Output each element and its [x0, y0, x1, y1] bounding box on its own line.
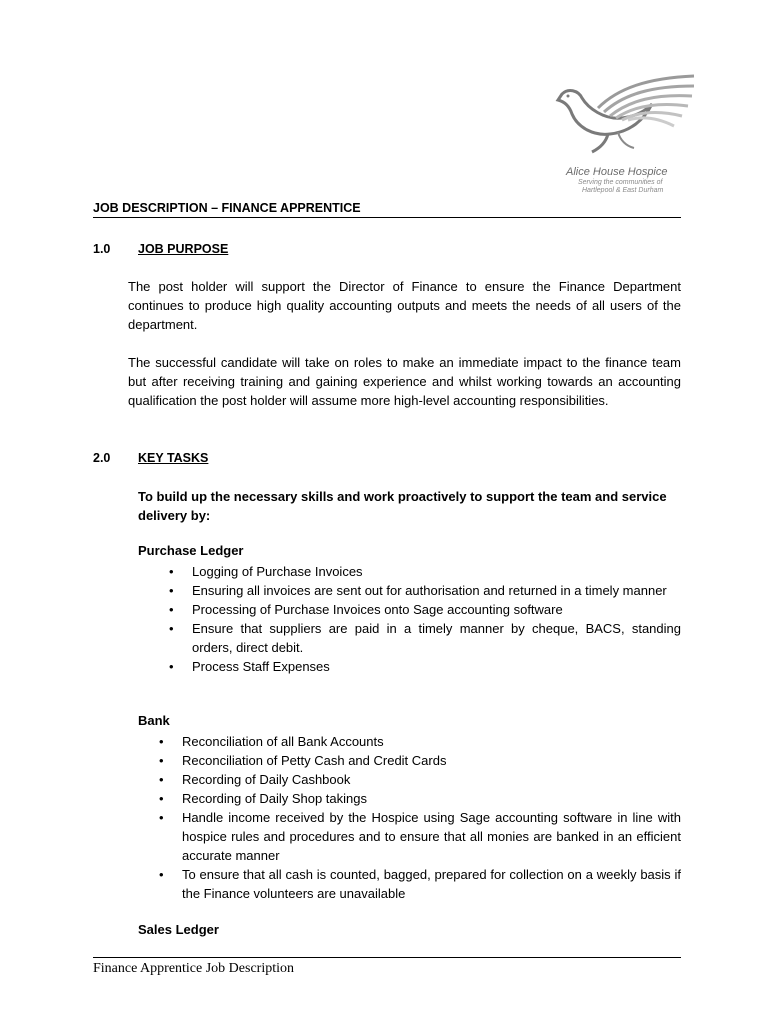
bank-list	[182, 732, 681, 903]
hospice-logo	[548, 68, 698, 198]
dove-icon	[548, 68, 698, 168]
list-item: • Ensure that suppliers are paid in a timely manner by cheque, BACS, standing orders, direct debit.	[192, 619, 681, 657]
list-item: • To ensure that all cash is counted, bagged, prepared for collection on a weekly basis if the Finance volunteers are unavailable	[182, 865, 681, 903]
list-item: • Recording of Daily Shop takings	[182, 789, 681, 808]
purchase-ledger-heading: Purchase Ledger	[138, 543, 244, 558]
list-item: • Logging of Purchase Invoices	[192, 562, 681, 581]
list-item: • Handle income received by the Hospice using Sage accounting software in line with hospice rules and procedures and to ensure that all monies are banked in an efficient accurate manner	[182, 808, 681, 865]
sales-ledger-heading: Sales Ledger	[138, 922, 219, 937]
page-footer: Finance Apprentice Job Description	[93, 961, 295, 976]
list-item: • Process Staff Expenses	[192, 657, 681, 676]
list-item: • Processing of Purchase Invoices onto Sage accounting software	[192, 600, 681, 619]
logo-name: Alice House Hospice	[566, 166, 668, 178]
section-1-title: JOB PURPOSE	[138, 242, 229, 256]
logo-tagline-line2: Hartlepool & East Durham	[582, 187, 664, 194]
section-2-number: 2.0	[93, 451, 111, 465]
list-item: • Reconciliation of all Bank Accounts	[182, 732, 681, 751]
footer-divider	[93, 957, 681, 958]
logo-tagline-line1: Serving the communities of	[578, 179, 663, 186]
job-purpose-paragraph-2: The successful candidate will take on roles to make an immediate impact to the finance team but after receiving training and gaining experience and whilst working towards an accounting qualification the post holder will assume more high-level accounting responsibilities.	[128, 355, 681, 408]
section-1-number: 1.0	[93, 242, 111, 256]
list-item: • Ensuring all invoices are sent out for authorisation and returned in a timely manner	[192, 581, 681, 600]
purchase-ledger-list	[192, 562, 681, 676]
document-title: JOB DESCRIPTION – FINANCE APPRENTICE	[93, 201, 681, 218]
bank-heading: Bank	[138, 713, 170, 728]
section-2-title: KEY TASKS	[138, 451, 209, 465]
key-tasks-intro: To build up the necessary skills and work proactively to support the team and service delivery by:	[138, 489, 667, 523]
list-item: • Reconciliation of Petty Cash and Credit Cards	[182, 751, 681, 770]
list-item: • Recording of Daily Cashbook	[182, 770, 681, 789]
job-purpose-paragraph-1: The post holder will support the Director of Finance to ensure the Finance Department continues to produce high quality accounting outputs and meets the needs of all users of the department.	[128, 279, 681, 332]
